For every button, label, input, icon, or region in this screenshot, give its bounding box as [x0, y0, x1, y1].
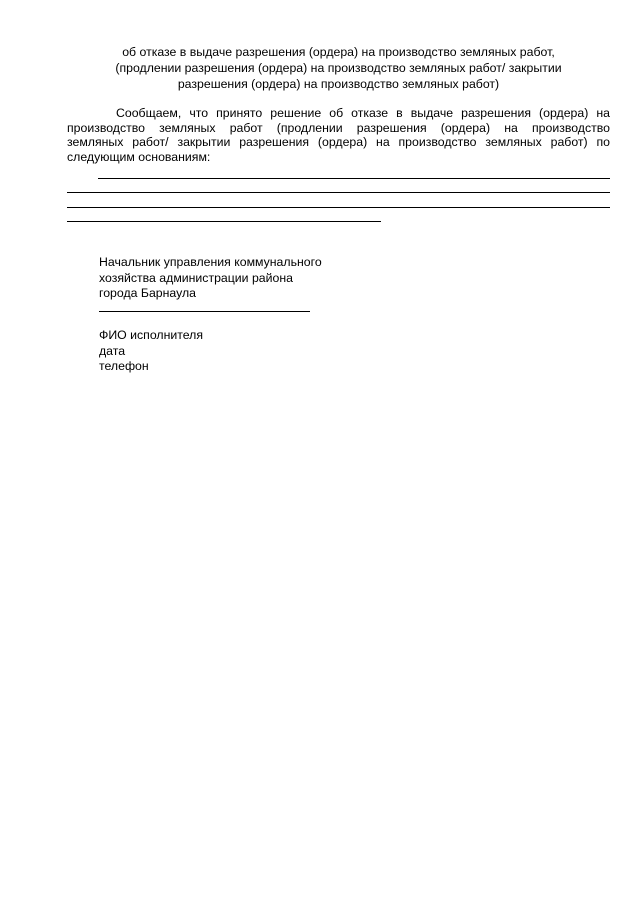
reason-blank-line-2[interactable]: [67, 192, 610, 193]
document-header: [67, 44, 610, 92]
signature-block: [99, 255, 322, 302]
executor-name-label: ФИО исполнителя: [99, 328, 204, 342]
body-line-3: земляных работ/ закрытии разрешения (ордера) на производство земляных работ) по: [67, 135, 610, 149]
body-line-2: производство земляных работ (продлении разрешения (ордера) на производство: [67, 120, 610, 135]
reason-blank-line-3[interactable]: [67, 207, 610, 208]
reason-blank-line-4[interactable]: [67, 221, 381, 222]
executor-date-label: дата: [99, 343, 126, 358]
header-line-1: об отказе в выдаче разрешения (ордера) на производство земляных работ,: [122, 45, 555, 59]
body-paragraph: [67, 106, 610, 164]
header-line-3: разрешения (ордера) на производство земляных работ): [177, 77, 500, 91]
reason-blank-line-1[interactable]: [98, 178, 610, 179]
signature-line-1: Начальник управления коммунального: [99, 255, 322, 269]
signature-blank-line[interactable]: [99, 311, 310, 312]
body-line-4: следующим основаниям:: [67, 149, 211, 164]
executor-block: [99, 328, 203, 375]
signature-line-3: города Барнаула: [99, 286, 197, 300]
header-line-2: (продлении разрешения (ордера) на производство земляных работ/ закрытии: [115, 61, 562, 75]
body-line-1: Сообщаем, что принято решение об отказе в выдаче разрешения (ордера) на: [116, 106, 610, 120]
executor-phone-label: телефон: [99, 359, 149, 373]
signature-line-2: хозяйства администрации района: [99, 270, 293, 285]
